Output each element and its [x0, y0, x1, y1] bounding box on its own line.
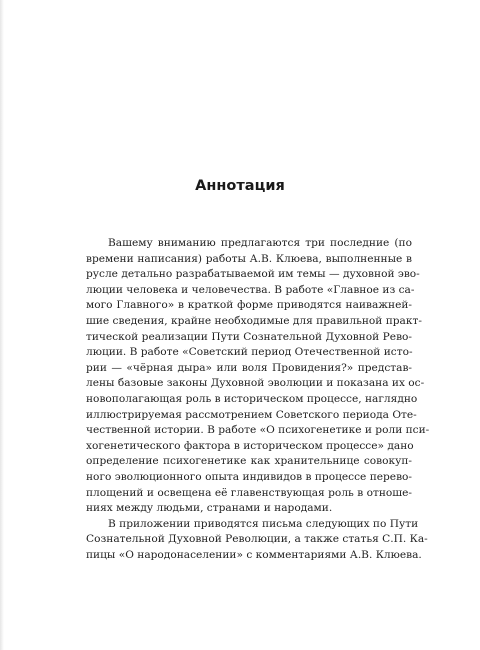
- paragraph-1-line-13: чественной истории. В работе «О психогенетике и роли пси-: [86, 424, 430, 437]
- paragraph-1-line-14: хогенетического фактора в историческом процессе» дано: [86, 439, 414, 452]
- paragraph-1-line-2: времени написания) работы А.В. Клюева, выполненные в: [86, 252, 412, 265]
- paragraph-2-line-1: В приложении приводятся письма следующих по Пути: [108, 517, 419, 530]
- paragraph-1-line-16: ного эволюционного опыта индивидов в процессе перево-: [86, 470, 412, 483]
- paragraph-1-line-12: иллюстрируемая рассмотрением Советского периода Оте-: [86, 408, 417, 421]
- paragraph-1-line-5: мого Главного» в краткой форме приводятся наиважней-: [86, 299, 412, 312]
- paragraph-1-line-3: русле детально разрабатываемой им темы — духовной эво-: [86, 268, 420, 281]
- paragraph-2-line-3: пицы «О народонаселении» с комментариями А.В. Клюева.: [86, 548, 422, 561]
- paragraph-1-line-4: люции человека и человечества. В работе «Главное из са-: [86, 283, 415, 296]
- paragraph-1-line-15: определение психогенетике как хранительнице совокуп-: [86, 455, 412, 468]
- paragraph-1-line-18: ниях между людьми, странами и народами.: [86, 502, 333, 515]
- page-edge-shadow: [0, 0, 4, 650]
- paragraph-1-line-8: люции. В работе «Советский период Отечественной исто-: [86, 346, 413, 359]
- paragraph-1-line-17: площений и освещена её главенствующая роль в отноше-: [86, 486, 412, 499]
- paragraph-1-line-11: новополагающая роль в историческом процессе, наглядно: [86, 392, 418, 405]
- paragraph-2-line-2: Сознательной Духовной Революции, а также статья С.П. Ка-: [86, 533, 428, 546]
- paragraph-1-line-10: лены базовые законы Духовной эволюции и показана их ос-: [86, 377, 425, 390]
- paragraph-1-line-9: рии — «чёрная дыра» или воля Провидения?» представ-: [86, 361, 412, 374]
- paragraph-1-line-1: Вашему вниманию предлагаются три последние (по: [108, 237, 412, 249]
- paragraph-1-line-6: шие сведения, крайне необходимые для правильной практ-: [86, 314, 422, 327]
- annotation-body: [86, 236, 430, 563]
- annotation-heading: Аннотация: [195, 178, 285, 194]
- paragraph-1-line-7: тической реализации Пути Сознательной Духовной Рево-: [86, 330, 412, 343]
